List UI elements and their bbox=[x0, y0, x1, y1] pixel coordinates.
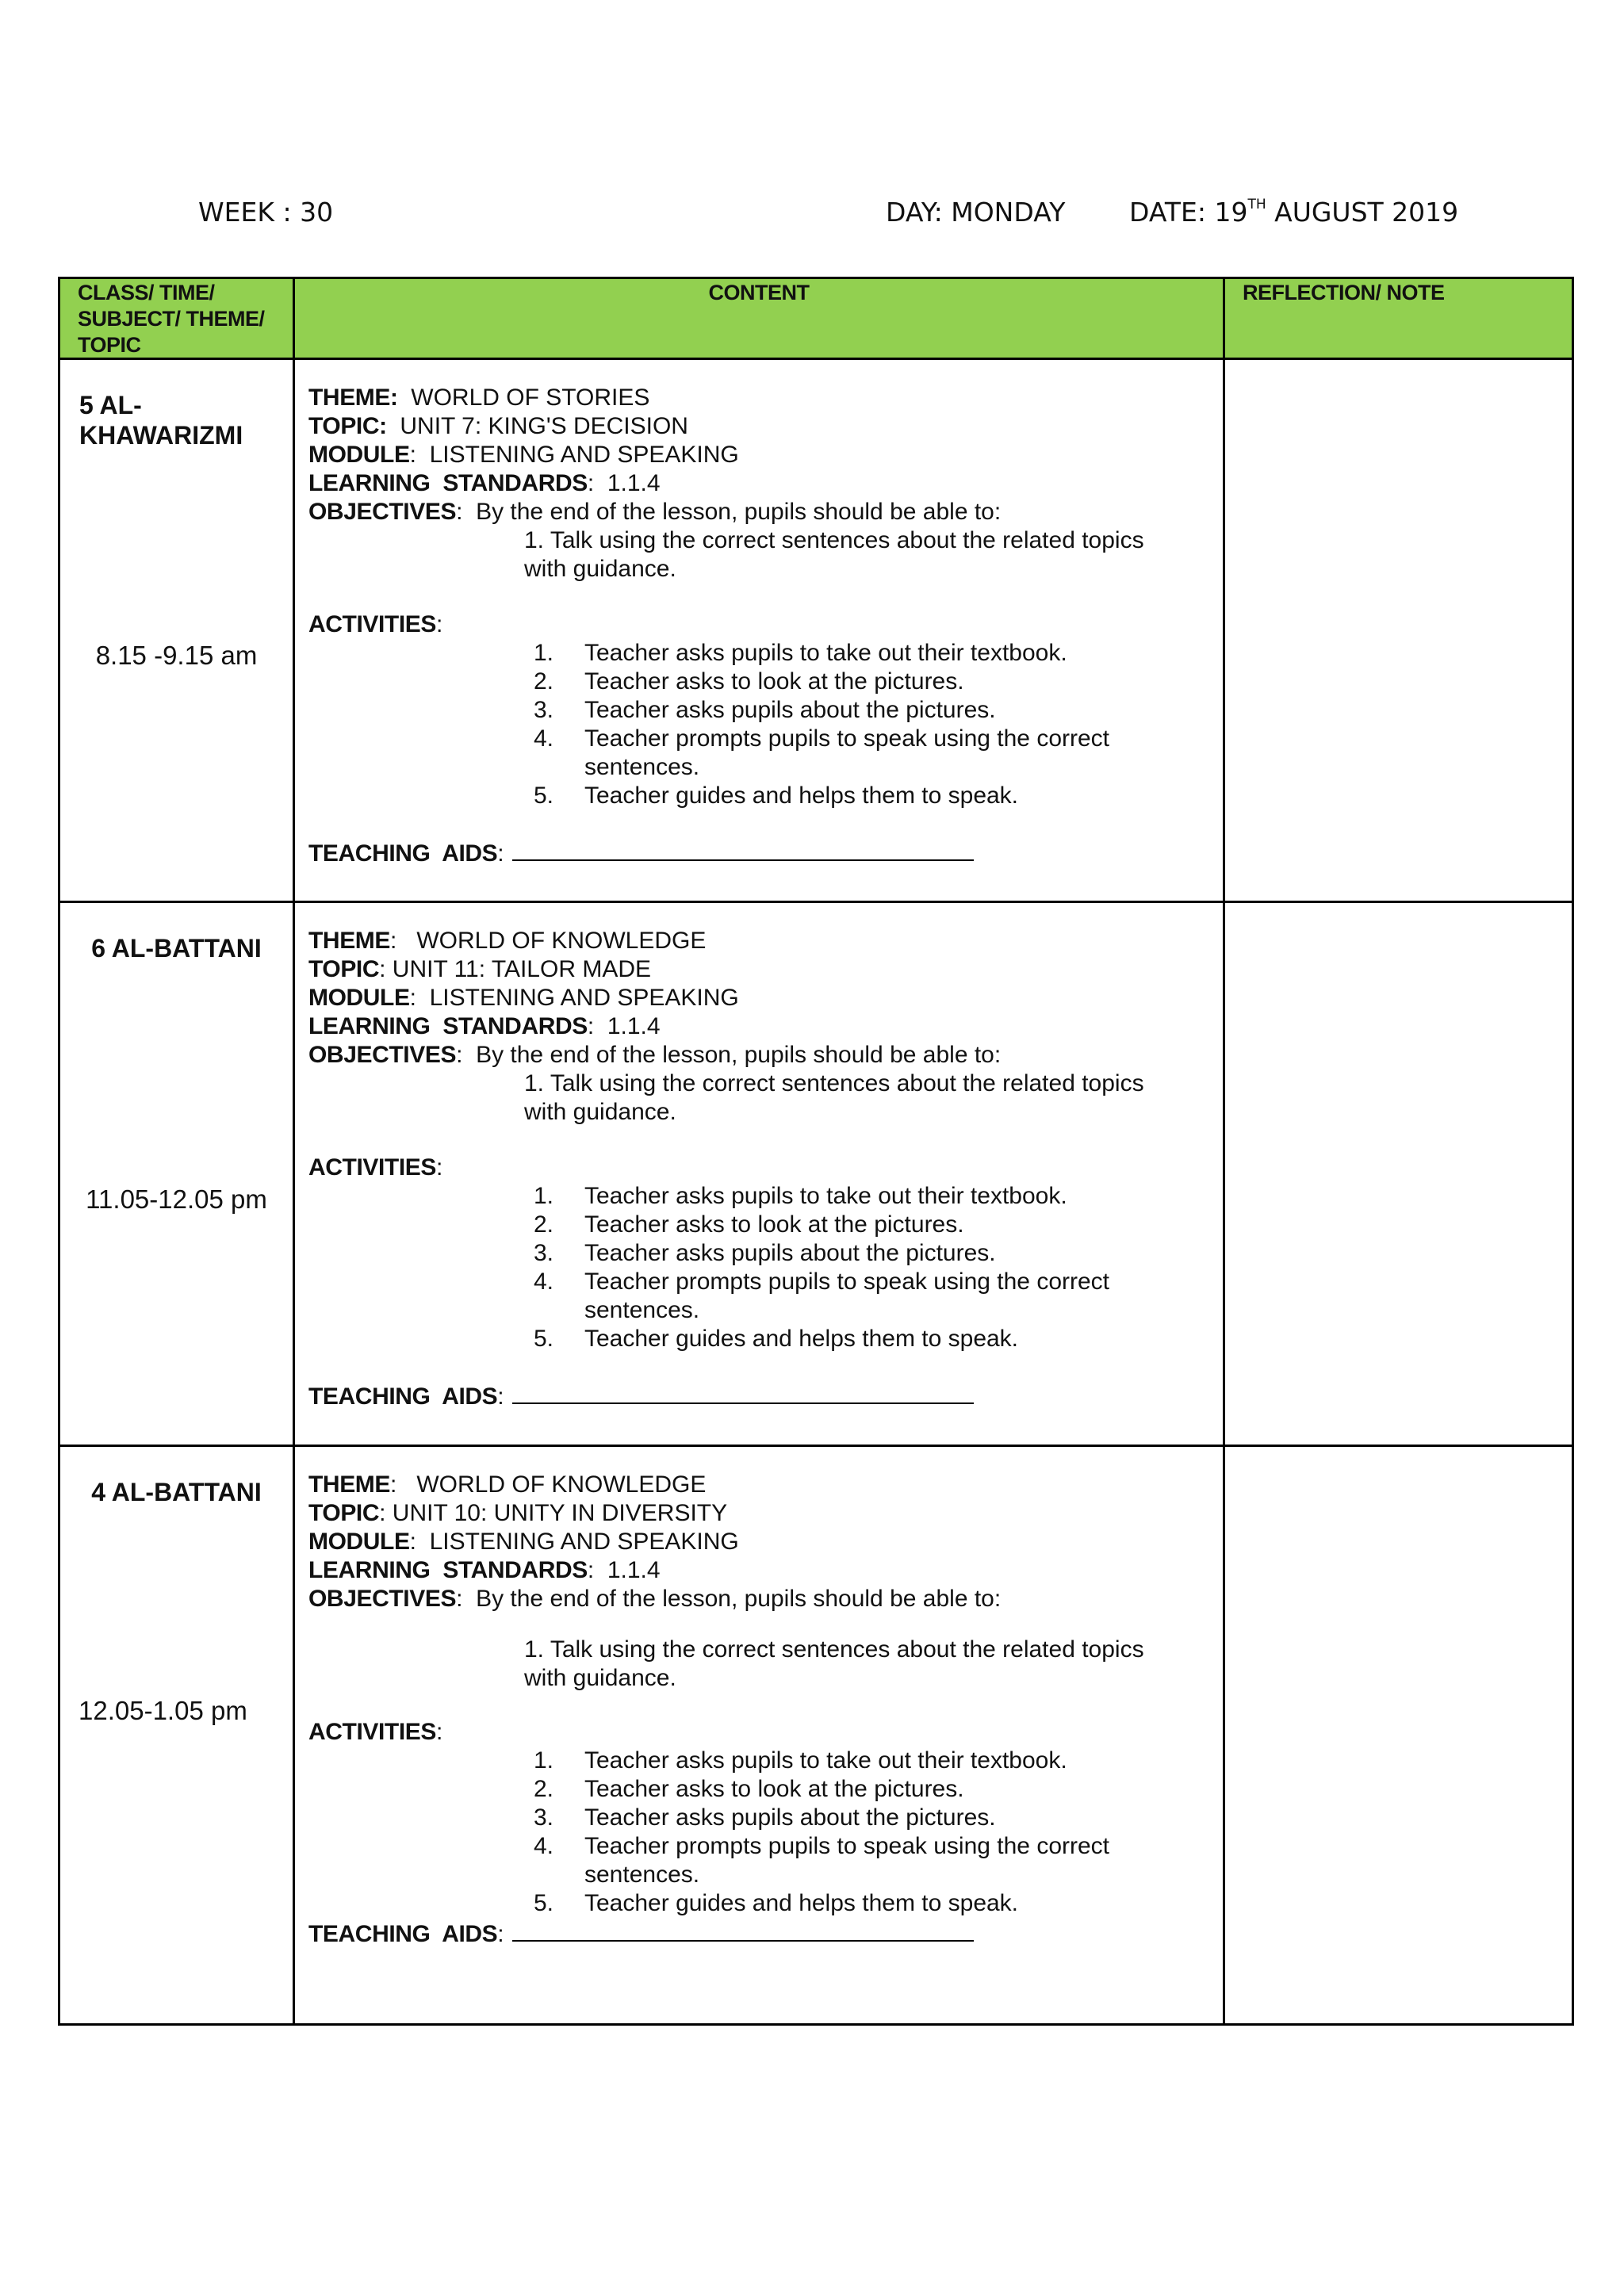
objective-line1: 1. Talk using the correct sentences about the related topics bbox=[524, 1636, 1144, 1663]
teaching-aids-colon: : bbox=[497, 1383, 504, 1410]
lesson-content bbox=[308, 384, 1205, 868]
module-value: : LISTENING AND SPEAKING bbox=[409, 1529, 739, 1555]
activity-text: Teacher prompts pupils to speak using the correct bbox=[584, 725, 1110, 752]
class-name-line1: 4 AL-BATTANI bbox=[91, 1478, 262, 1506]
activity-number: 3. bbox=[534, 697, 554, 723]
activities-label: ACTIVITIES bbox=[308, 611, 437, 637]
module-label: MODULE bbox=[308, 442, 410, 468]
teaching-aids-blank bbox=[512, 1380, 974, 1404]
reflection-cell bbox=[1224, 1446, 1573, 2025]
activity-number: 5. bbox=[534, 1890, 554, 1916]
teaching-aids-label: TEACHING AIDS bbox=[308, 1921, 498, 1947]
objective-line2: with guidance. bbox=[524, 556, 676, 582]
activity-text: Teacher prompts pupils to speak using the correct bbox=[584, 1833, 1110, 1859]
table-row bbox=[59, 1446, 1573, 2025]
activity-text: Teacher guides and helps them to speak. bbox=[584, 1326, 1019, 1352]
objective-line2: with guidance. bbox=[524, 1665, 676, 1691]
date-prefix: DATE: 19 bbox=[1129, 197, 1248, 228]
lesson-content bbox=[308, 927, 1205, 1411]
list-item bbox=[308, 696, 1205, 725]
content-cell bbox=[294, 359, 1224, 902]
list-item bbox=[308, 1211, 1205, 1239]
activity-number: 1. bbox=[534, 1747, 554, 1774]
activity-number: 4. bbox=[534, 725, 554, 752]
header-content-column bbox=[294, 278, 1224, 359]
date-suffix: AUGUST 2019 bbox=[1266, 197, 1459, 228]
activity-text: sentences. bbox=[584, 1297, 700, 1323]
activity-number: 5. bbox=[534, 1326, 554, 1352]
module-label: MODULE bbox=[308, 1529, 410, 1555]
activity-number: 2. bbox=[534, 1776, 554, 1802]
theme-label: THEME bbox=[308, 928, 391, 954]
list-item bbox=[308, 1296, 1205, 1325]
list-item bbox=[308, 1268, 1205, 1296]
list-item bbox=[308, 782, 1205, 810]
activity-number: 1. bbox=[534, 640, 554, 666]
reflection-cell bbox=[1224, 359, 1573, 902]
activities-colon: : bbox=[436, 1154, 443, 1181]
activity-text: Teacher asks pupils to take out their textbook. bbox=[584, 1747, 1067, 1774]
class-name bbox=[79, 390, 285, 450]
topic-value: : UNIT 10: UNITY IN DIVERSITY bbox=[379, 1500, 728, 1526]
teaching-aids-label: TEACHING AIDS bbox=[308, 1383, 498, 1410]
theme-value: WORLD OF STORIES bbox=[411, 385, 650, 411]
objectives-label: OBJECTIVES bbox=[308, 1042, 457, 1068]
teaching-aids-blank bbox=[512, 837, 974, 861]
header-class-line3: TOPIC bbox=[78, 333, 141, 357]
class-time-cell bbox=[59, 359, 294, 902]
activity-number: 4. bbox=[534, 1833, 554, 1859]
week-label: WEEK : 30 bbox=[198, 197, 334, 228]
header-content-label: CONTENT bbox=[708, 281, 810, 304]
activity-text: Teacher asks to look at the pictures. bbox=[584, 1211, 964, 1238]
activity-number: 3. bbox=[534, 1804, 554, 1831]
list-item bbox=[308, 668, 1205, 696]
module-value: : LISTENING AND SPEAKING bbox=[409, 442, 739, 468]
objectives-value: : By the end of the lesson, pupils should be able to: bbox=[456, 1042, 1002, 1068]
activity-number: 3. bbox=[534, 1240, 554, 1266]
learning-standards-label: LEARNING STANDARDS bbox=[308, 470, 588, 496]
learning-standards-label: LEARNING STANDARDS bbox=[308, 1557, 588, 1583]
day-label: DAY: MONDAY bbox=[886, 197, 1066, 228]
objective-line1: 1. Talk using the correct sentences about the related topics bbox=[524, 527, 1144, 553]
topic-label: TOPIC: bbox=[308, 413, 387, 439]
module-label: MODULE bbox=[308, 985, 410, 1011]
content-cell bbox=[294, 902, 1224, 1446]
date-label bbox=[1129, 197, 1458, 228]
header-class-line2: SUBJECT/ THEME/ bbox=[78, 307, 265, 331]
activity-number: 2. bbox=[534, 1211, 554, 1238]
objective-item bbox=[308, 1070, 1205, 1127]
learning-standards-value: : 1.1.4 bbox=[587, 1557, 661, 1583]
lesson-plan-table bbox=[58, 277, 1574, 2026]
teaching-aids-label: TEACHING AIDS bbox=[308, 840, 498, 867]
activities-colon: : bbox=[436, 1719, 443, 1745]
list-item bbox=[308, 1832, 1205, 1861]
activity-text: Teacher asks pupils to take out their textbook. bbox=[584, 640, 1067, 666]
activities-list bbox=[308, 639, 1205, 810]
theme-label: THEME: bbox=[308, 385, 398, 411]
lesson-time: 12.05-1.05 pm bbox=[79, 1696, 247, 1725]
class-name bbox=[60, 933, 293, 963]
activities-label: ACTIVITIES bbox=[308, 1719, 437, 1745]
activities-label: ACTIVITIES bbox=[308, 1154, 437, 1181]
objectives-label: OBJECTIVES bbox=[308, 499, 457, 525]
table-row bbox=[59, 902, 1573, 1446]
theme-label: THEME bbox=[308, 1471, 391, 1498]
activities-list bbox=[308, 1182, 1205, 1353]
learning-standards-value: : 1.1.4 bbox=[587, 470, 661, 496]
activity-text: Teacher guides and helps them to speak. bbox=[584, 783, 1019, 809]
learning-standards-value: : 1.1.4 bbox=[587, 1013, 661, 1039]
objectives-label: OBJECTIVES bbox=[308, 1586, 457, 1612]
list-item bbox=[308, 753, 1205, 782]
class-name-line2: KHAWARIZMI bbox=[79, 421, 243, 450]
date-superscript: TH bbox=[1247, 197, 1266, 212]
class-time-cell bbox=[59, 902, 294, 1446]
header-reflection-column bbox=[1224, 278, 1573, 359]
objectives-value: : By the end of the lesson, pupils should be able to: bbox=[456, 1586, 1002, 1612]
teaching-aids-colon: : bbox=[497, 840, 504, 867]
activity-text: Teacher asks pupils about the pictures. bbox=[584, 697, 996, 723]
header-reflection-label: REFLECTION/ NOTE bbox=[1243, 281, 1445, 304]
activity-text: Teacher asks pupils about the pictures. bbox=[584, 1804, 996, 1831]
activities-list bbox=[308, 1747, 1205, 1918]
topic-value: UNIT 7: KING'S DECISION bbox=[400, 413, 688, 439]
activity-text: Teacher prompts pupils to speak using the correct bbox=[584, 1269, 1110, 1295]
activity-text: sentences. bbox=[584, 1862, 700, 1888]
class-time-cell bbox=[59, 1446, 294, 2025]
list-item bbox=[308, 1889, 1205, 1918]
list-item bbox=[308, 1182, 1205, 1211]
table-header-row bbox=[59, 278, 1573, 359]
theme-value: : WORLD OF KNOWLEDGE bbox=[390, 1471, 707, 1498]
class-name-line1: 6 AL-BATTANI bbox=[91, 934, 262, 962]
topic-label: TOPIC bbox=[308, 1500, 380, 1526]
objective-line1: 1. Talk using the correct sentences about the related topics bbox=[524, 1070, 1144, 1096]
activity-number: 1. bbox=[534, 1183, 554, 1209]
lesson-content bbox=[308, 1471, 1205, 1949]
reflection-cell bbox=[1224, 902, 1573, 1446]
page-header bbox=[0, 197, 1624, 236]
teaching-aids-blank bbox=[512, 1918, 974, 1942]
list-item bbox=[308, 1861, 1205, 1889]
topic-label: TOPIC bbox=[308, 956, 380, 982]
header-class-line1: CLASS/ TIME/ bbox=[78, 281, 215, 304]
activity-number: 4. bbox=[534, 1269, 554, 1295]
topic-value: : UNIT 11: TAILOR MADE bbox=[379, 956, 652, 982]
activity-text: Teacher asks to look at the pictures. bbox=[584, 1776, 964, 1802]
learning-standards-label: LEARNING STANDARDS bbox=[308, 1013, 588, 1039]
lesson-time: 8.15 -9.15 am bbox=[95, 641, 258, 670]
class-name-line1: 5 AL- bbox=[79, 391, 142, 419]
table-row bbox=[59, 359, 1573, 902]
list-item bbox=[308, 1775, 1205, 1804]
list-item bbox=[308, 725, 1205, 753]
list-item bbox=[308, 1239, 1205, 1268]
activity-number: 5. bbox=[534, 783, 554, 809]
class-name bbox=[60, 1477, 293, 1507]
theme-value: : WORLD OF KNOWLEDGE bbox=[390, 928, 707, 954]
teaching-aids-colon: : bbox=[497, 1921, 504, 1947]
list-item bbox=[308, 1325, 1205, 1353]
module-value: : LISTENING AND SPEAKING bbox=[409, 985, 739, 1011]
objective-item bbox=[308, 1636, 1205, 1693]
activities-colon: : bbox=[436, 611, 443, 637]
list-item bbox=[308, 1747, 1205, 1775]
objectives-value: : By the end of the lesson, pupils should be able to: bbox=[456, 499, 1002, 525]
activity-text: sentences. bbox=[584, 754, 700, 780]
activity-number: 2. bbox=[534, 668, 554, 695]
objective-line2: with guidance. bbox=[524, 1099, 676, 1125]
objective-item bbox=[308, 526, 1205, 584]
activity-text: Teacher asks to look at the pictures. bbox=[584, 668, 964, 695]
activity-text: Teacher asks pupils about the pictures. bbox=[584, 1240, 996, 1266]
list-item bbox=[308, 1804, 1205, 1832]
activity-text: Teacher guides and helps them to speak. bbox=[584, 1890, 1019, 1916]
activity-text: Teacher asks pupils to take out their textbook. bbox=[584, 1183, 1067, 1209]
lesson-time: 11.05-12.05 pm bbox=[86, 1184, 267, 1214]
list-item bbox=[308, 639, 1205, 668]
content-cell bbox=[294, 1446, 1224, 2025]
header-class-column bbox=[59, 278, 294, 359]
